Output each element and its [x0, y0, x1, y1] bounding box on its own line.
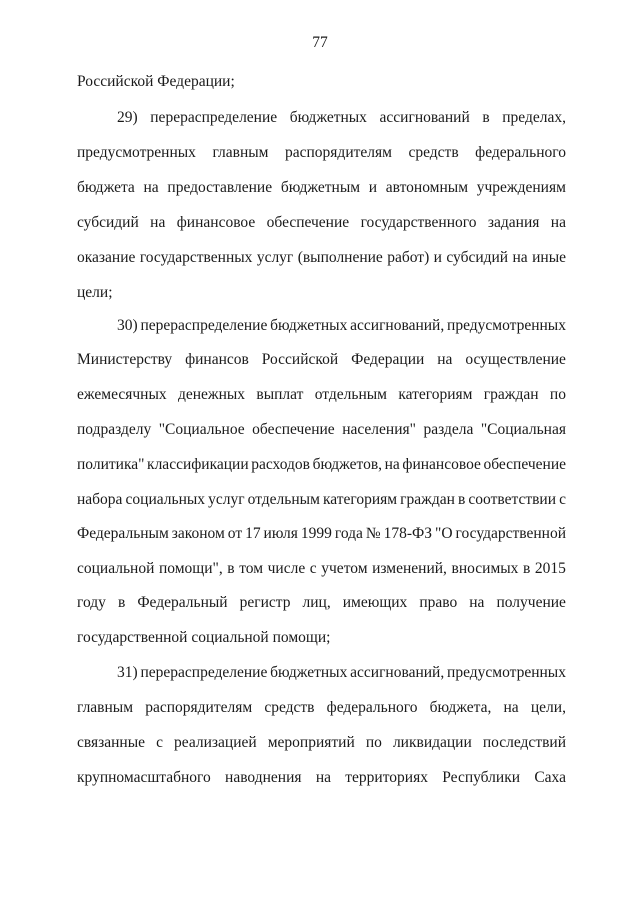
text-line	[77, 455, 566, 475]
text-word: Федеральный	[137, 594, 228, 611]
text-word: задания	[487, 214, 540, 231]
text-word: вносимых	[451, 560, 519, 577]
text-word: с	[309, 560, 317, 577]
text-word: реализацией	[174, 734, 257, 751]
text-word: предусмотренных	[447, 664, 566, 681]
text-word: на	[503, 699, 519, 716]
text-word: средств	[408, 144, 459, 161]
text-line	[77, 593, 566, 613]
text-word: имеющих	[342, 594, 408, 611]
text-word: бюджета	[77, 179, 135, 196]
text-word: предусмотренных	[447, 317, 566, 334]
text-word: денежных	[177, 386, 246, 403]
text-word: Саха	[534, 769, 566, 786]
text-word: на	[512, 249, 528, 266]
text-word: цели,	[530, 699, 566, 716]
text-line	[77, 733, 566, 753]
text-word: в	[117, 594, 126, 611]
text-word: государственной	[455, 525, 566, 542]
text-word: осуществление	[465, 351, 566, 368]
text-word: бюджета,	[429, 699, 492, 716]
text-line	[77, 698, 566, 718]
text-word: главным	[212, 144, 269, 161]
text-line: Российской Федерации;	[77, 73, 235, 90]
text-word: 2015	[534, 560, 566, 577]
text-word: связанные	[77, 734, 146, 751]
text-word: государственного	[360, 214, 477, 231]
text-word: услуг	[256, 249, 294, 266]
text-word: на	[315, 769, 331, 786]
text-word: набора	[77, 491, 123, 508]
text-word: числе	[267, 560, 306, 577]
text-word: ассигнований	[379, 109, 470, 126]
text-word: федерального	[475, 144, 566, 161]
text-line: государственной социальной помощи;	[77, 629, 331, 646]
text-word: ассигнований,	[350, 664, 445, 681]
text-word: "Социальная	[480, 421, 566, 438]
text-word: в	[227, 560, 235, 577]
text-word: классификации	[147, 456, 249, 473]
page-number: 77	[312, 34, 328, 51]
text-word: выплат	[256, 386, 304, 403]
text-line	[77, 143, 566, 163]
text-word: учетом	[321, 560, 368, 577]
text-word: 17	[245, 525, 261, 542]
text-word: обеспечение	[266, 214, 350, 231]
text-word: главным	[77, 699, 134, 716]
text-word: с	[156, 734, 163, 751]
text-line	[117, 316, 566, 336]
text-word: подразделу	[77, 421, 152, 438]
text-line	[77, 350, 566, 370]
text-line	[77, 768, 566, 788]
text-line	[77, 490, 566, 510]
text-word: получение	[496, 594, 566, 611]
text-word: бюджетов,	[312, 456, 383, 473]
text-line	[77, 559, 566, 579]
text-word: в	[458, 491, 466, 508]
text-word: социальной	[77, 560, 155, 577]
text-word: политика"	[77, 456, 145, 473]
text-word: распорядителям	[285, 144, 392, 161]
text-word: услуг	[208, 491, 245, 508]
text-word: Республики	[442, 769, 521, 786]
text-word: субсидий	[77, 214, 139, 231]
text-word: предусмотренных	[77, 144, 196, 161]
text-line	[117, 108, 566, 128]
text-word: населения"	[342, 421, 416, 438]
text-word: крупномасштабного	[77, 769, 211, 786]
text-word: государственных	[139, 249, 253, 266]
text-word: перераспределение	[140, 317, 268, 334]
text-line: цели;	[77, 284, 113, 301]
text-word: с	[559, 491, 566, 508]
text-word: ликвидации	[392, 734, 472, 751]
text-word: 30)	[117, 317, 138, 334]
text-line	[77, 178, 566, 198]
text-word: (выполнение	[297, 249, 383, 266]
text-word: "О	[435, 525, 453, 542]
text-word: том	[239, 560, 264, 577]
text-word: территориях	[345, 769, 428, 786]
text-word: финансовое	[176, 214, 256, 231]
text-word: регистр	[239, 594, 291, 611]
text-word: на	[150, 214, 166, 231]
text-word: категориям	[322, 491, 398, 508]
text-word: году	[77, 594, 106, 611]
text-word: последствий	[482, 734, 566, 751]
text-word: мероприятий	[267, 734, 355, 751]
text-word: иные	[532, 249, 566, 266]
text-word: федерального	[326, 699, 418, 716]
text-word: на	[437, 351, 453, 368]
text-line	[77, 213, 566, 233]
text-word: наводнения	[225, 769, 302, 786]
text-word: перераспределение	[150, 109, 278, 126]
text-word: работ)	[387, 249, 430, 266]
text-word: обеспечение	[252, 421, 335, 438]
text-word: Федеральным	[77, 525, 169, 542]
text-word: социальных	[125, 491, 206, 508]
text-word: в	[482, 109, 490, 126]
text-word: 29)	[117, 109, 138, 126]
text-word: июля	[263, 525, 298, 542]
text-word: субсидий	[446, 249, 509, 266]
text-word: Министерству	[77, 351, 173, 368]
text-word: 178-ФЗ	[383, 525, 433, 542]
text-word: перераспределение	[140, 664, 268, 681]
text-line	[117, 663, 566, 683]
text-word: и	[433, 249, 442, 266]
text-word: помощи",	[158, 560, 223, 577]
text-word: ежемесячных	[77, 386, 167, 403]
text-word: №	[365, 525, 381, 542]
text-word: бюджетным	[280, 179, 361, 196]
text-word: соответствии	[468, 491, 557, 508]
text-word: на	[469, 594, 485, 611]
text-word: в	[523, 560, 531, 577]
text-word: распорядителям	[145, 699, 253, 716]
text-word: граждан	[400, 491, 455, 508]
text-line	[77, 524, 566, 544]
text-word: 31)	[117, 664, 138, 681]
text-word: граждан	[483, 386, 539, 403]
text-word: "Социальное	[158, 421, 245, 438]
text-word: и	[368, 179, 378, 196]
text-word: года	[334, 525, 363, 542]
text-word: оказание	[77, 249, 136, 266]
text-word: Федерации	[351, 351, 425, 368]
text-line	[77, 248, 566, 268]
text-word: бюджетных	[270, 664, 348, 681]
text-word: 1999	[300, 525, 332, 542]
text-word: законом	[171, 525, 225, 542]
text-word: финансовое	[402, 456, 481, 473]
text-word: на	[143, 179, 159, 196]
text-word: учреждениям	[476, 179, 566, 196]
text-word: финансов	[185, 351, 249, 368]
text-word: изменений,	[372, 560, 447, 577]
text-word: отдельным	[314, 386, 387, 403]
text-word: бюджетных	[270, 317, 348, 334]
text-word: отдельным	[247, 491, 320, 508]
text-word: ассигнований,	[350, 317, 445, 334]
text-word: на	[384, 456, 400, 473]
text-word: на	[550, 214, 566, 231]
text-word: расходов	[251, 456, 310, 473]
text-word: право	[419, 594, 458, 611]
text-word: обеспечение	[483, 456, 566, 473]
text-word: бюджетных	[289, 109, 367, 126]
text-line	[77, 385, 566, 405]
text-word: средств	[264, 699, 315, 716]
text-word: лиц,	[302, 594, 331, 611]
text-word: предоставление	[167, 179, 273, 196]
text-word: по	[549, 386, 566, 403]
text-word: от	[227, 525, 243, 542]
text-word: категориям	[398, 386, 473, 403]
text-word: пределах,	[502, 109, 566, 126]
text-word: Российской	[261, 351, 339, 368]
text-line	[77, 420, 566, 440]
text-word: автономным	[385, 179, 469, 196]
text-word: раздела	[423, 421, 474, 438]
text-word: по	[365, 734, 382, 751]
